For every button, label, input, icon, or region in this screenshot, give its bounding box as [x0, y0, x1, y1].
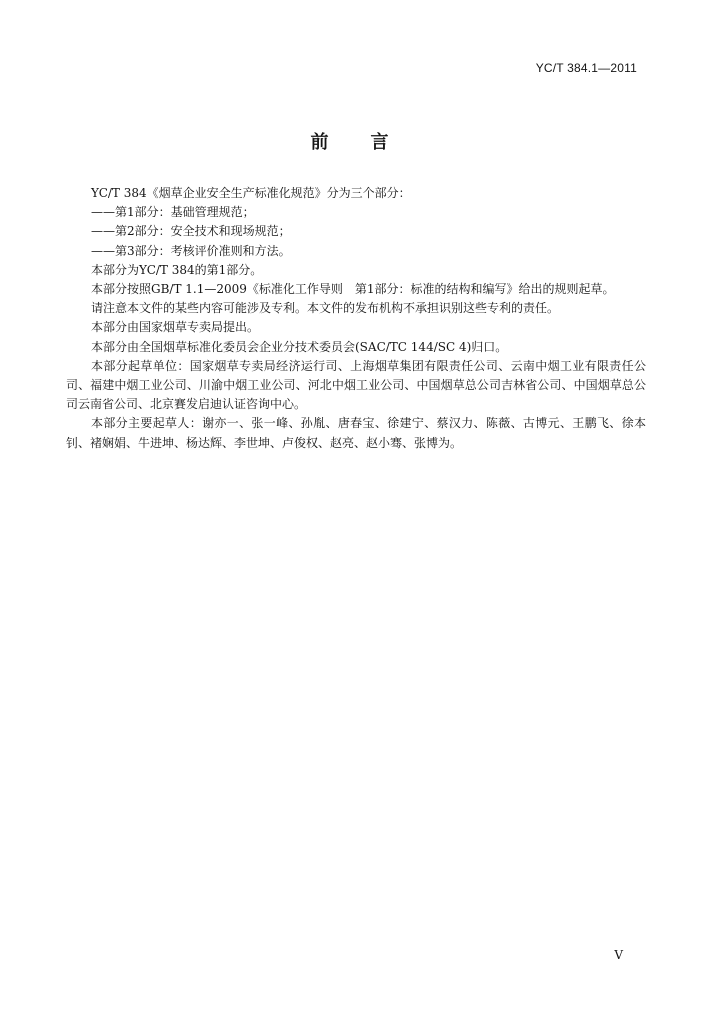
centralized-by-paragraph: 本部分由全国烟草标准化委员会企业分技术委员会(SAC/TC 144/SC 4)归口。 — [91, 339, 508, 354]
part-list-item: ——第1部分：基础管理规范； — [91, 205, 255, 220]
part-list-item: ——第3部分：考核评价准则和方法。 — [91, 243, 291, 258]
drafting-rules-paragraph: 本部分按照GB/T 1.1—2009《标准化工作导则 第1部分：标准的结构和编写》给出的规则起草。 — [91, 282, 615, 297]
standard-number: YC/T 384.1—2011 — [535, 61, 637, 75]
this-part-paragraph: 本部分为YC/T 384的第1部分。 — [91, 262, 263, 277]
drafting-units-paragraph: 本部分起草单位：国家烟草专卖局经济运行司、上海烟草集团有限责任公司、云南中烟工业有限责任公司、福建中烟工业公司、川渝中烟工业公司、河北中烟工业公司、中国烟草总公司吉林省公司、中国烟草总公司云南省公司、北京賽发启迪认证咨询中心。 — [66, 358, 646, 412]
foreword-heading — [0, 128, 701, 154]
proposed-by-paragraph: 本部分由国家烟草专卖局提出。 — [91, 320, 260, 335]
heading-char-1: 前 — [310, 132, 331, 153]
page-number: V — [614, 948, 623, 962]
foreword-body — [66, 184, 646, 453]
part-list-item: ——第2部分：安全技术和现场规范； — [91, 224, 291, 239]
heading-char-2: 言 — [370, 132, 391, 153]
drafters-paragraph: 本部分主要起草人：谢亦一、张一峰、孙胤、唐春宝、徐建宁、蔡汉力、陈薇、古博元、王鹏飞、徐本钊、褚娴娟、牛进坤、杨达辉、李世坤、卢俊权、赵亮、赵小骞、张博为。 — [66, 416, 646, 450]
patent-note-paragraph: 请注意本文件的某些内容可能涉及专利。本文件的发布机构不承担识别这些专利的责任。 — [91, 301, 560, 316]
intro-paragraph: YC/T 384《烟草企业安全生产标准化规范》分为三个部分： — [91, 186, 411, 200]
